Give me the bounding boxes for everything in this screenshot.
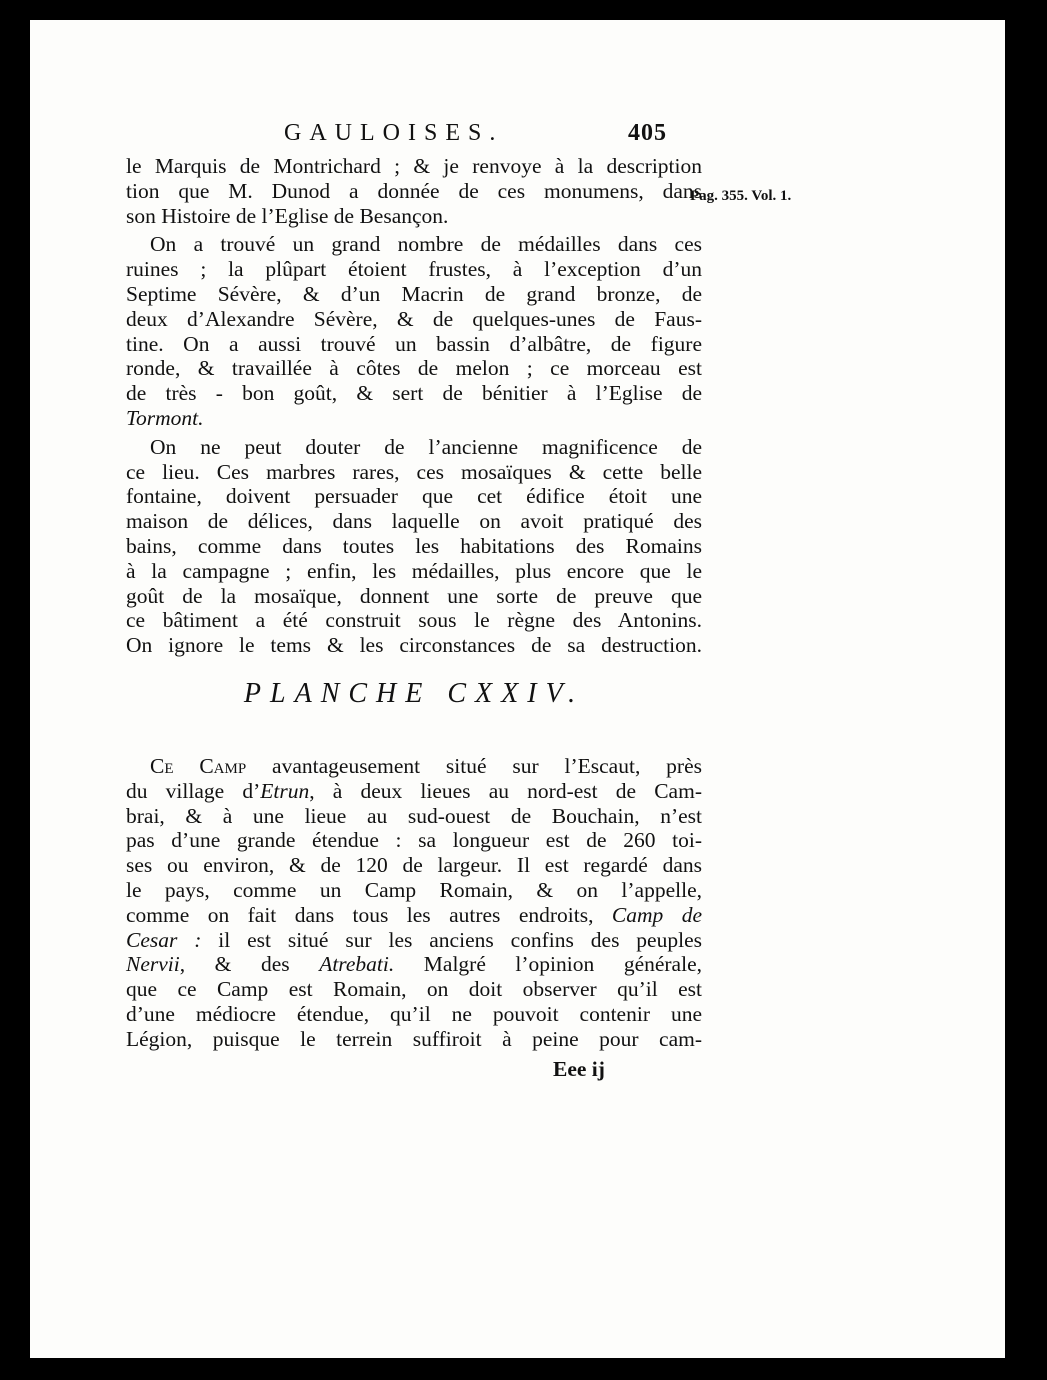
- book-page: [30, 20, 1005, 1358]
- text-line: que ce Camp est Romain, on doit observer qu’il est: [126, 977, 702, 1002]
- text-line: goût de la mosaïque, donnent une sorte de preuve que: [126, 583, 702, 608]
- small-caps-lead: Ce Camp: [150, 754, 247, 778]
- text-run: avantageusement situé sur l’Escaut, près: [246, 754, 702, 778]
- text-line: ses ou environ, & de 120 de largeur. Il est regardé dans: [126, 853, 702, 878]
- text-line: On ne peut douter de l’ancienne magnificence de: [150, 434, 702, 459]
- text-line: à la campagne ; enfin, les médailles, plus encore que le: [126, 558, 702, 583]
- text-run: Malgré l’opinion générale,: [394, 952, 702, 977]
- text-line: Légion, puisque le terrein suffiroit à peine pour cam-: [126, 1026, 702, 1051]
- text-run: comme on fait dans tous les autres endroits,: [126, 902, 612, 927]
- text-run: il est situé sur les anciens confins des peuples: [201, 927, 702, 952]
- text-line: Septime Sévère, & d’un Macrin de grand bronze, de: [126, 281, 702, 306]
- paragraph-1: [126, 154, 702, 228]
- section-title: PLANCHE CXXIV.: [243, 678, 585, 709]
- text-line: bains, comme dans toutes les habitations des Romains: [126, 533, 702, 558]
- text-line: [126, 928, 702, 953]
- text-line: [126, 952, 702, 977]
- text-line: [126, 406, 702, 431]
- people-name: Atrebati.: [319, 952, 395, 977]
- catchword: Eee ij: [553, 1057, 605, 1081]
- text-line: d’une médiocre étendue, qu’il ne pouvoit contenir une: [126, 1001, 702, 1026]
- running-title: GAULOISES.: [284, 120, 504, 146]
- body-text-2: [126, 754, 702, 1052]
- text-line: pas d’une grande étendue : sa longueur est de 260 toi-: [126, 828, 702, 853]
- margin-note: Pag. 355. Vol. 1.: [690, 188, 792, 204]
- paragraph-3: [126, 435, 702, 658]
- text-line: son Histoire de l’Eglise de Besançon.: [126, 203, 449, 228]
- text-line: tine. On a aussi trouvé un bassin d’albâtre, de figure: [126, 331, 702, 356]
- text-line: fontaine, doivent persuader que cet édifice étoit une: [126, 484, 702, 509]
- text-line: On ignore le tems & les circonstances de sa destruction.: [126, 633, 702, 658]
- text-line: [126, 754, 702, 779]
- text-line: ce bâtiment a été construit sous le règne des Antonins.: [126, 608, 702, 633]
- text-line: brai, & à une lieue au sud-ouest de Bouchain, n’est: [126, 803, 702, 828]
- people-name: Nervii: [126, 952, 180, 977]
- text-line: le pays, comme un Camp Romain, & on l’appelle,: [126, 877, 702, 902]
- text-run: du village d’: [126, 778, 261, 803]
- page-number: 405: [628, 120, 667, 146]
- paragraph-2: [126, 232, 702, 430]
- text-line: [126, 779, 702, 804]
- place-name: Tormont.: [126, 405, 204, 430]
- text-line: On a trouvé un grand nombre de médailles dans ces: [150, 232, 702, 257]
- text-line: tion que M. Dunod a donnée de ces monumens, dans: [126, 178, 702, 203]
- text-line: maison de délices, dans laquelle on avoit pratiqué des: [126, 509, 702, 534]
- italic-run: Cesar :: [126, 927, 202, 952]
- text-line: de très - bon goût, & sert de bénitier à l’Eglise de: [126, 381, 702, 406]
- text-run: , & des: [179, 952, 320, 977]
- text-line: ruines ; la plûpart étoient frustes, à l’exception d’un: [126, 257, 702, 282]
- text-line: deux d’Alexandre Sévère, & de quelques-unes de Faus-: [126, 306, 702, 331]
- text-line: ce lieu. Ces marbres rares, ces mosaïques & cette belle: [126, 459, 702, 484]
- italic-run: Camp de: [611, 902, 702, 927]
- body-text: [126, 154, 702, 658]
- text-run: , à deux lieues au nord-est de Cam-: [309, 778, 702, 803]
- text-line: [126, 903, 702, 928]
- text-line: le Marquis de Montrichard ; & je renvoye à la description: [126, 154, 702, 178]
- place-name: Etrun: [260, 778, 310, 803]
- text-line: ronde, & travaillée à côtes de melon ; ce morceau est: [126, 356, 702, 381]
